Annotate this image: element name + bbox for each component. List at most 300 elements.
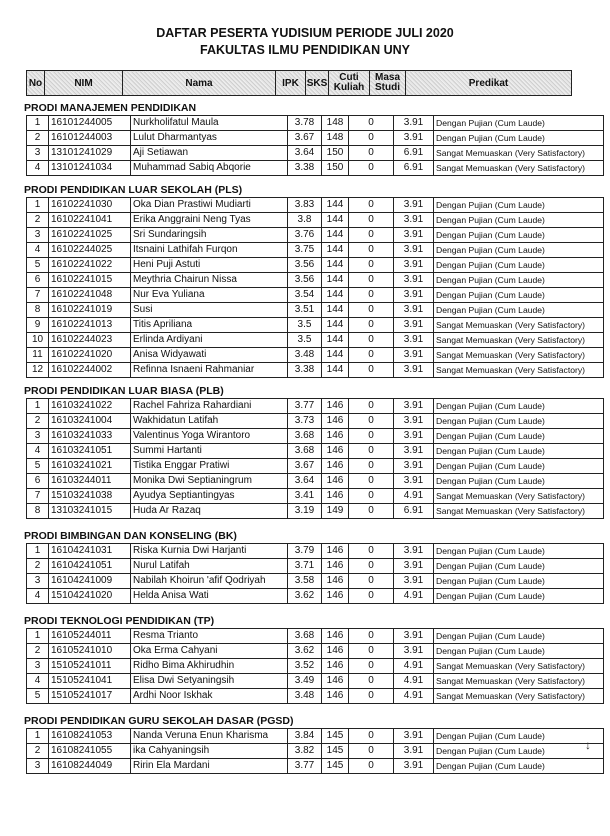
cell-masa: 6.91: [394, 146, 434, 161]
section-heading: PRODI TEKNOLOGI PENDIDIKAN (TP): [24, 615, 215, 627]
cell-nama: Erika Anggraini Neng Tyas: [131, 213, 288, 228]
cell-cuti: 0: [349, 348, 394, 363]
table-row: [27, 161, 604, 176]
cell-predikat: Dengan Pujian (Cum Laude): [434, 729, 604, 744]
cell-predikat: Dengan Pujian (Cum Laude): [434, 399, 604, 414]
table-row: [27, 348, 604, 363]
cell-no: 12: [27, 363, 49, 378]
table-row: [27, 589, 604, 604]
cell-masa: 3.91: [394, 131, 434, 146]
cell-cuti: 0: [349, 659, 394, 674]
section-heading: PRODI MANAJEMEN PENDIDIKAN: [24, 102, 197, 114]
table-row: [27, 228, 604, 243]
cell-ipk: 3.38: [288, 363, 322, 378]
table-row: [27, 559, 604, 574]
cell-ipk: 3.76: [288, 228, 322, 243]
cell-predikat: Sangat Memuaskan (Very Satisfactory): [434, 689, 604, 704]
cell-predikat: Sangat Memuaskan (Very Satisfactory): [434, 659, 604, 674]
cell-masa: 3.91: [394, 258, 434, 273]
section-table: [26, 398, 604, 519]
cell-ipk: 3.41: [288, 489, 322, 504]
cell-nama: Huda Ar Razaq: [131, 504, 288, 519]
cell-masa: 4.91: [394, 674, 434, 689]
cell-nim: 16103244011: [49, 474, 131, 489]
cell-cuti: 0: [349, 459, 394, 474]
cell-predikat: Sangat Memuaskan (Very Satisfactory): [434, 318, 604, 333]
table-row: [27, 414, 604, 429]
cell-masa: 3.91: [394, 559, 434, 574]
cell-no: 10: [27, 333, 49, 348]
cell-nim: 16104241031: [49, 544, 131, 559]
cell-sks: 144: [322, 198, 349, 213]
cell-cuti: 0: [349, 243, 394, 258]
cell-cuti: 0: [349, 116, 394, 131]
cell-sks: 146: [322, 544, 349, 559]
cell-cuti: 0: [349, 363, 394, 378]
cell-ipk: 3.79: [288, 544, 322, 559]
cell-predikat: Dengan Pujian (Cum Laude): [434, 474, 604, 489]
cell-predikat: Dengan Pujian (Cum Laude): [434, 444, 604, 459]
cell-cuti: 0: [349, 689, 394, 704]
cell-masa: 3.91: [394, 544, 434, 559]
cell-ipk: 3.82: [288, 744, 322, 759]
table-row: [27, 444, 604, 459]
cell-predikat: Dengan Pujian (Cum Laude): [434, 213, 604, 228]
table-row: [27, 333, 604, 348]
section-heading: PRODI PENDIDIKAN LUAR BIASA (PLB): [24, 385, 224, 397]
cell-sks: 146: [322, 429, 349, 444]
cell-nama: Itsnaini Lathifah Furqon: [131, 243, 288, 258]
cell-ipk: 3.8: [288, 213, 322, 228]
cell-masa: 6.91: [394, 161, 434, 176]
cell-nim: 15105241011: [49, 659, 131, 674]
cell-nim: 15105241041: [49, 674, 131, 689]
header-nama: Nama: [123, 71, 276, 96]
cell-sks: 144: [322, 228, 349, 243]
cell-cuti: 0: [349, 429, 394, 444]
cell-nim: 16102241048: [49, 288, 131, 303]
cell-sks: 144: [322, 363, 349, 378]
cell-predikat: Dengan Pujian (Cum Laude): [434, 544, 604, 559]
cell-nim: 16103241033: [49, 429, 131, 444]
table-row: [27, 399, 604, 414]
cell-nim: 15103241038: [49, 489, 131, 504]
cell-cuti: 0: [349, 474, 394, 489]
table-row: [27, 273, 604, 288]
cell-ipk: 3.51: [288, 303, 322, 318]
cell-ipk: 3.58: [288, 574, 322, 589]
cell-sks: 144: [322, 243, 349, 258]
cell-sks: 144: [322, 348, 349, 363]
cell-no: 3: [27, 574, 49, 589]
cell-nim: 16102244025: [49, 243, 131, 258]
cell-ipk: 3.56: [288, 258, 322, 273]
table-row: [27, 504, 604, 519]
cell-no: 1: [27, 629, 49, 644]
cell-cuti: 0: [349, 574, 394, 589]
cell-cuti: 0: [349, 288, 394, 303]
cell-nama: Nurul Latifah: [131, 559, 288, 574]
cell-masa: 3.91: [394, 228, 434, 243]
cell-masa: 3.91: [394, 399, 434, 414]
header-predikat: Predikat: [406, 71, 572, 96]
cell-nama: Nurkholifatul Maula: [131, 116, 288, 131]
cell-no: 1: [27, 198, 49, 213]
table-row: [27, 629, 604, 644]
cell-ipk: 3.38: [288, 161, 322, 176]
cell-nim: 15105241017: [49, 689, 131, 704]
cell-predikat: Sangat Memuaskan (Very Satisfactory): [434, 674, 604, 689]
table-row: [27, 363, 604, 378]
cell-nim: 16108241055: [49, 744, 131, 759]
cell-ipk: 3.64: [288, 146, 322, 161]
cell-nim: 16102241030: [49, 198, 131, 213]
cell-ipk: 3.78: [288, 116, 322, 131]
cell-ipk: 3.49: [288, 674, 322, 689]
cell-sks: 146: [322, 629, 349, 644]
cell-masa: 3.91: [394, 363, 434, 378]
cell-sks: 146: [322, 674, 349, 689]
cell-ipk: 3.71: [288, 559, 322, 574]
cell-masa: 3.91: [394, 474, 434, 489]
header-masa-studi: Masa Studi: [370, 71, 406, 96]
cell-sks: 149: [322, 504, 349, 519]
cell-no: 3: [27, 429, 49, 444]
cell-cuti: 0: [349, 399, 394, 414]
cell-no: 3: [27, 146, 49, 161]
section-table: [26, 543, 604, 604]
cell-nama: Erlinda Ardiyani: [131, 333, 288, 348]
cell-nim: 16103241022: [49, 399, 131, 414]
table-row: [27, 213, 604, 228]
cell-cuti: 0: [349, 544, 394, 559]
cell-nim: 16102241025: [49, 228, 131, 243]
cell-sks: 144: [322, 333, 349, 348]
cell-predikat: Sangat Memuaskan (Very Satisfactory): [434, 504, 604, 519]
cell-nim: 16108241053: [49, 729, 131, 744]
cell-ipk: 3.83: [288, 198, 322, 213]
cell-nim: 16102241022: [49, 258, 131, 273]
cell-no: 1: [27, 544, 49, 559]
cell-no: 2: [27, 131, 49, 146]
cell-masa: 3.91: [394, 574, 434, 589]
cell-no: 4: [27, 674, 49, 689]
cell-ipk: 3.68: [288, 444, 322, 459]
section-table: [26, 197, 604, 378]
cell-sks: 145: [322, 759, 349, 774]
cell-masa: 3.91: [394, 414, 434, 429]
cell-ipk: 3.52: [288, 659, 322, 674]
cell-cuti: 0: [349, 131, 394, 146]
table-row: [27, 659, 604, 674]
cell-ipk: 3.75: [288, 243, 322, 258]
cell-no: 1: [27, 729, 49, 744]
table-row: [27, 429, 604, 444]
cell-ipk: 3.48: [288, 689, 322, 704]
cell-masa: 3.91: [394, 759, 434, 774]
cell-masa: 6.91: [394, 504, 434, 519]
cell-nama: Valentinus Yoga Wirantoro: [131, 429, 288, 444]
cell-nama: Oka Dian Prastiwi Mudiarti: [131, 198, 288, 213]
cell-predikat: Dengan Pujian (Cum Laude): [434, 243, 604, 258]
table-row: [27, 131, 604, 146]
table-row: [27, 288, 604, 303]
header-cuti-kuliah: Cuti Kuliah: [329, 71, 370, 96]
cell-predikat: Dengan Pujian (Cum Laude): [434, 459, 604, 474]
cell-sks: 146: [322, 689, 349, 704]
cell-nama: Riska Kurnia Dwi Harjanti: [131, 544, 288, 559]
cell-cuti: 0: [349, 489, 394, 504]
section-heading: PRODI PENDIDIKAN GURU SEKOLAH DASAR (PGSD): [24, 715, 294, 727]
cell-predikat: Dengan Pujian (Cum Laude): [434, 414, 604, 429]
cell-masa: 4.91: [394, 589, 434, 604]
cell-ipk: 3.77: [288, 399, 322, 414]
cell-nama: Anisa Widyawati: [131, 348, 288, 363]
cell-nim: 16104241009: [49, 574, 131, 589]
cell-nim: 16103241021: [49, 459, 131, 474]
cell-nama: Nur Eva Yuliana: [131, 288, 288, 303]
cell-ipk: 3.48: [288, 348, 322, 363]
cell-nama: Wakhidatun Latifah: [131, 414, 288, 429]
cell-ipk: 3.67: [288, 459, 322, 474]
cell-cuti: 0: [349, 644, 394, 659]
cell-cuti: 0: [349, 444, 394, 459]
cell-sks: 144: [322, 303, 349, 318]
cell-nim: 16101244003: [49, 131, 131, 146]
cell-masa: 3.91: [394, 444, 434, 459]
cell-nim: 16102244002: [49, 363, 131, 378]
table-row: [27, 574, 604, 589]
cell-nim: 13101241034: [49, 161, 131, 176]
cell-sks: 146: [322, 574, 349, 589]
cell-ipk: 3.68: [288, 429, 322, 444]
cell-masa: 3.91: [394, 198, 434, 213]
cell-no: 3: [27, 228, 49, 243]
cell-sks: 146: [322, 474, 349, 489]
cell-cuti: 0: [349, 559, 394, 574]
cell-nama: Nanda Veruna Enun Kharisma: [131, 729, 288, 744]
cell-cuti: 0: [349, 213, 394, 228]
table-row: [27, 474, 604, 489]
cell-no: 4: [27, 161, 49, 176]
cell-cuti: 0: [349, 318, 394, 333]
cell-ipk: 3.5: [288, 333, 322, 348]
header-nim: NIM: [45, 71, 123, 96]
cell-sks: 144: [322, 258, 349, 273]
cell-no: 1: [27, 399, 49, 414]
cell-cuti: 0: [349, 759, 394, 774]
cell-masa: 3.91: [394, 459, 434, 474]
cell-nama: Helda Anisa Wati: [131, 589, 288, 604]
cell-nama: Summi Hartanti: [131, 444, 288, 459]
cell-nama: Ayudya Septiantingyas: [131, 489, 288, 504]
cell-nama: Aji Setiawan: [131, 146, 288, 161]
cell-no: 3: [27, 759, 49, 774]
cell-ipk: 3.67: [288, 131, 322, 146]
cell-sks: 146: [322, 459, 349, 474]
section-table: [26, 115, 604, 176]
cell-no: 5: [27, 459, 49, 474]
cell-cuti: 0: [349, 589, 394, 604]
cell-masa: 3.91: [394, 744, 434, 759]
cell-sks: 148: [322, 131, 349, 146]
cell-sks: 145: [322, 729, 349, 744]
cell-sks: 146: [322, 444, 349, 459]
section-heading: PRODI PENDIDIKAN LUAR SEKOLAH (PLS): [24, 184, 243, 196]
cell-nama: Ririn Ela Mardani: [131, 759, 288, 774]
table-row: [27, 544, 604, 559]
cell-nama: ika Cahyaningsih: [131, 744, 288, 759]
header-ipk: IPK: [276, 71, 306, 96]
cell-ipk: 3.5: [288, 318, 322, 333]
cell-no: 6: [27, 474, 49, 489]
cell-no: 2: [27, 559, 49, 574]
cell-ipk: 3.64: [288, 474, 322, 489]
cell-cuti: 0: [349, 258, 394, 273]
cell-nama: Monika Dwi Septianingrum: [131, 474, 288, 489]
cell-masa: 3.91: [394, 243, 434, 258]
cell-nim: 16102241041: [49, 213, 131, 228]
cell-no: 1: [27, 116, 49, 131]
cell-no: 5: [27, 689, 49, 704]
cell-nim: 16104241051: [49, 559, 131, 574]
cell-predikat: Dengan Pujian (Cum Laude): [434, 744, 604, 759]
document-title: DAFTAR PESERTA YUDISIUM PERIODE JULI 2020: [156, 26, 454, 40]
cell-predikat: Dengan Pujian (Cum Laude): [434, 629, 604, 644]
cell-nama: Rachel Fahriza Rahardiani: [131, 399, 288, 414]
cell-predikat: Dengan Pujian (Cum Laude): [434, 131, 604, 146]
cell-predikat: Sangat Memuaskan (Very Satisfactory): [434, 333, 604, 348]
cell-predikat: Dengan Pujian (Cum Laude): [434, 273, 604, 288]
cell-no: 2: [27, 414, 49, 429]
table-row: [27, 729, 604, 744]
cell-predikat: Dengan Pujian (Cum Laude): [434, 228, 604, 243]
header-no: No: [27, 71, 45, 96]
cell-no: 4: [27, 589, 49, 604]
table-row: [27, 459, 604, 474]
cell-sks: 144: [322, 273, 349, 288]
cell-nama: Elisa Dwi Setyaningsih: [131, 674, 288, 689]
cell-cuti: 0: [349, 228, 394, 243]
cell-nama: Ardhi Noor Iskhak: [131, 689, 288, 704]
table-row: [27, 258, 604, 273]
pen-mark-icon: ↓: [585, 738, 591, 752]
cell-no: 3: [27, 659, 49, 674]
cell-masa: 4.91: [394, 489, 434, 504]
cell-nama: Heni Puji Astuti: [131, 258, 288, 273]
section-heading: PRODI BIMBINGAN DAN KONSELING (BK): [24, 530, 237, 542]
cell-nama: Refinna Isnaeni Rahmaniar: [131, 363, 288, 378]
cell-no: 2: [27, 744, 49, 759]
cell-nama: Tistika Enggar Pratiwi: [131, 459, 288, 474]
cell-masa: 3.91: [394, 729, 434, 744]
cell-cuti: 0: [349, 729, 394, 744]
cell-cuti: 0: [349, 273, 394, 288]
cell-masa: 3.91: [394, 629, 434, 644]
cell-nama: Susi: [131, 303, 288, 318]
cell-nim: 16105241010: [49, 644, 131, 659]
cell-nim: 16103241051: [49, 444, 131, 459]
cell-predikat: Dengan Pujian (Cum Laude): [434, 644, 604, 659]
table-row: [27, 243, 604, 258]
cell-no: 11: [27, 348, 49, 363]
cell-ipk: 3.62: [288, 644, 322, 659]
cell-predikat: Dengan Pujian (Cum Laude): [434, 116, 604, 131]
cell-masa: 3.91: [394, 318, 434, 333]
faculty-title: FAKULTAS ILMU PENDIDIKAN UNY: [200, 43, 410, 57]
cell-masa: 3.91: [394, 348, 434, 363]
cell-sks: 146: [322, 414, 349, 429]
cell-ipk: 3.56: [288, 273, 322, 288]
cell-predikat: Dengan Pujian (Cum Laude): [434, 303, 604, 318]
cell-nim: 16101244005: [49, 116, 131, 131]
cell-ipk: 3.54: [288, 288, 322, 303]
table-row: [27, 489, 604, 504]
cell-no: 4: [27, 444, 49, 459]
cell-predikat: Sangat Memuaskan (Very Satisfactory): [434, 348, 604, 363]
cell-cuti: 0: [349, 161, 394, 176]
table-row: [27, 689, 604, 704]
cell-no: 6: [27, 273, 49, 288]
cell-masa: 3.91: [394, 644, 434, 659]
cell-masa: 3.91: [394, 273, 434, 288]
cell-nama: Sri Sundaringsih: [131, 228, 288, 243]
header-sks: SKS: [306, 71, 329, 96]
cell-nim: 16102241013: [49, 318, 131, 333]
cell-sks: 146: [322, 589, 349, 604]
cell-sks: 145: [322, 744, 349, 759]
cell-masa: 3.91: [394, 333, 434, 348]
table-header: [26, 70, 572, 96]
cell-no: 4: [27, 243, 49, 258]
cell-masa: 3.91: [394, 116, 434, 131]
table-row: [27, 198, 604, 213]
cell-sks: 146: [322, 659, 349, 674]
cell-no: 7: [27, 288, 49, 303]
cell-masa: 3.91: [394, 213, 434, 228]
cell-no: 8: [27, 504, 49, 519]
cell-cuti: 0: [349, 198, 394, 213]
cell-sks: 144: [322, 288, 349, 303]
cell-masa: 4.91: [394, 689, 434, 704]
cell-cuti: 0: [349, 333, 394, 348]
section-table: [26, 628, 604, 704]
cell-sks: 146: [322, 399, 349, 414]
cell-sks: 144: [322, 213, 349, 228]
table-row: [27, 644, 604, 659]
cell-nama: Muhammad Sabiq Abqorie: [131, 161, 288, 176]
cell-nim: 16108244049: [49, 759, 131, 774]
cell-masa: 3.91: [394, 429, 434, 444]
cell-ipk: 3.19: [288, 504, 322, 519]
cell-ipk: 3.73: [288, 414, 322, 429]
cell-nama: Ridho Bima Akhirudhin: [131, 659, 288, 674]
cell-cuti: 0: [349, 629, 394, 644]
table-row: [27, 674, 604, 689]
cell-predikat: Dengan Pujian (Cum Laude): [434, 258, 604, 273]
cell-predikat: Dengan Pujian (Cum Laude): [434, 559, 604, 574]
cell-predikat: Dengan Pujian (Cum Laude): [434, 759, 604, 774]
table-row: [27, 146, 604, 161]
cell-nama: Titis Apriliana: [131, 318, 288, 333]
cell-nim: 16102244023: [49, 333, 131, 348]
cell-no: 7: [27, 489, 49, 504]
cell-nim: 16103241004: [49, 414, 131, 429]
cell-ipk: 3.84: [288, 729, 322, 744]
cell-no: 8: [27, 303, 49, 318]
cell-ipk: 3.62: [288, 589, 322, 604]
cell-masa: 4.91: [394, 659, 434, 674]
